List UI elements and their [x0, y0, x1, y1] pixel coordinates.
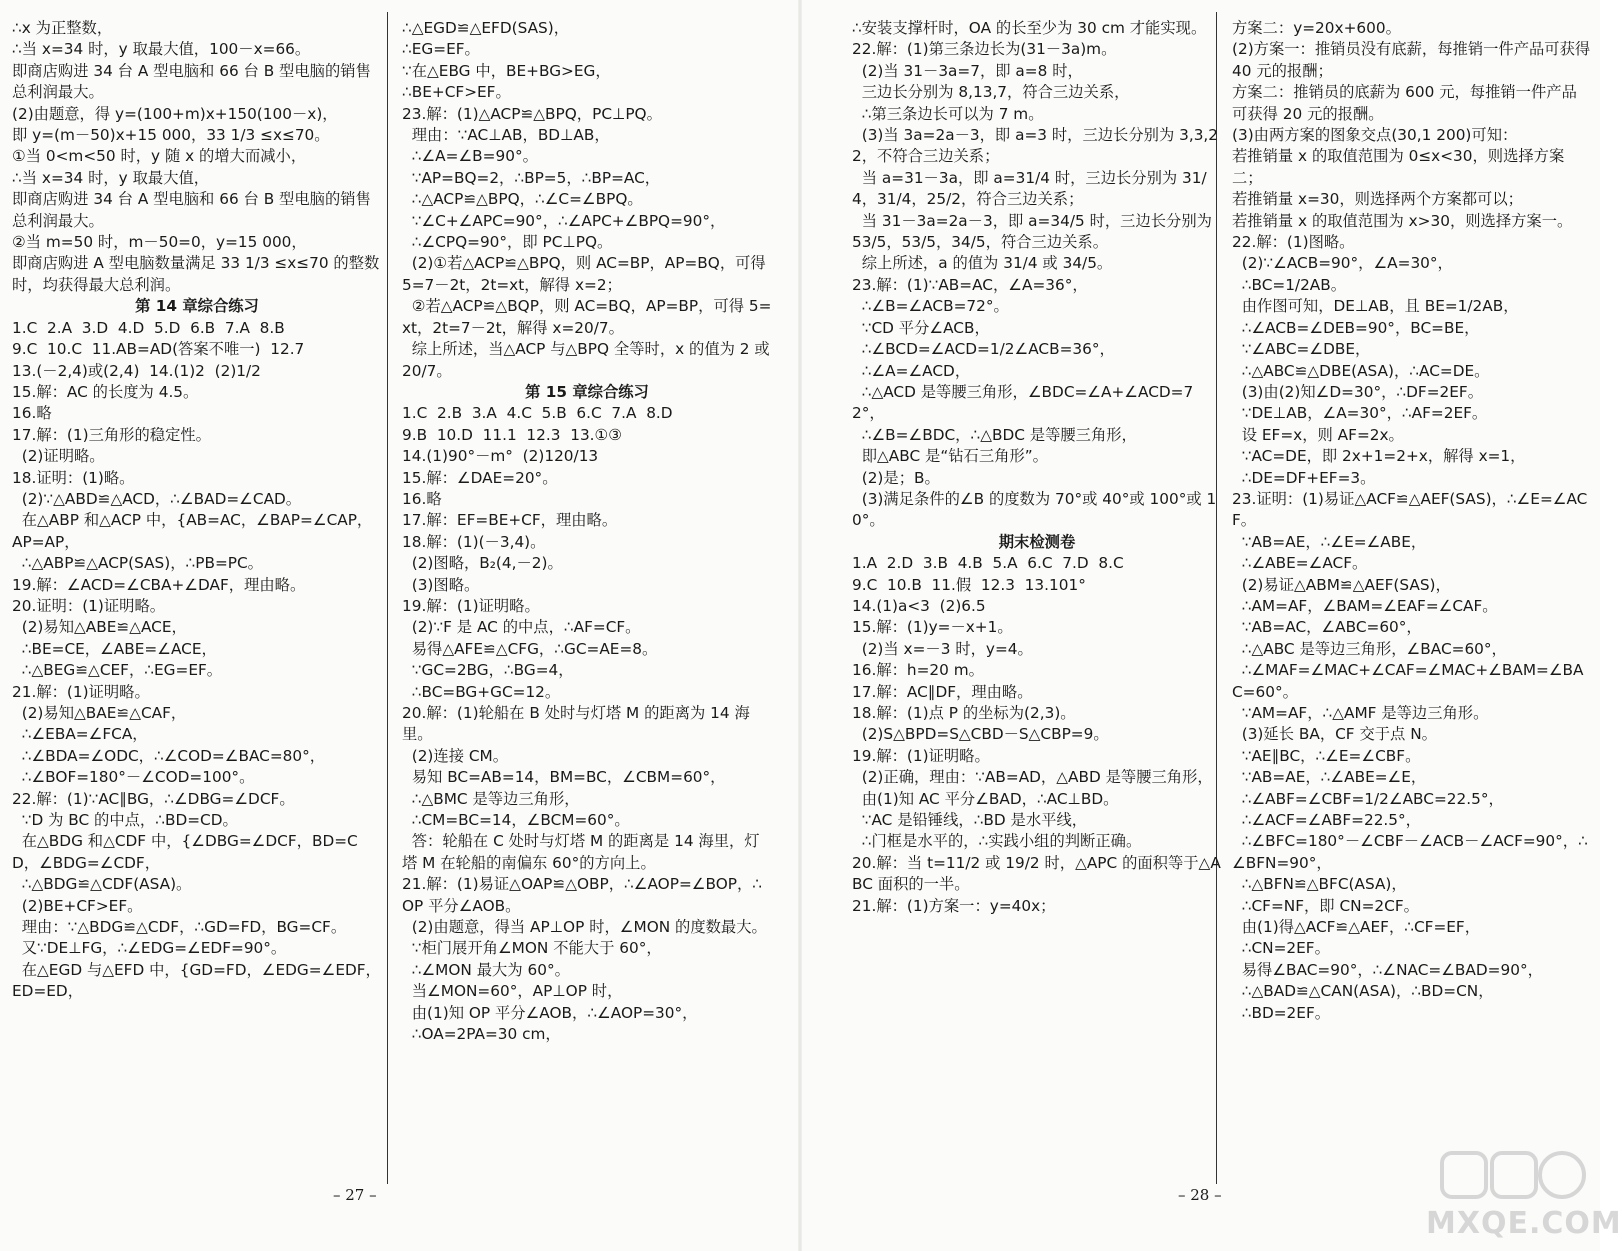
answer-line: (2)由题意，得当 AP⊥OP 时，∠MON 的度数最大。: [402, 918, 767, 937]
answer-line: ①当 0<m<50 时，y 随 x 的增大而减小，: [12, 147, 307, 166]
answer-line: 23.证明：(1)易证△ACF≌△AEF(SAS)，∴∠E=∠ACF。: [1232, 489, 1588, 530]
answer-line: 理由：∵AC⊥AB，BD⊥AB，: [402, 126, 610, 145]
answer-line: (2)是；B。: [852, 468, 940, 487]
answer-line: 13.(－2,4)或(2,4) 14.(1)2 (2)1/2: [12, 361, 261, 380]
page-gutter: [798, 0, 802, 1251]
answer-line: ∴∠ACF=∠ABF=22.5°，: [1232, 811, 1421, 830]
answer-line: ∴∠A=∠B=90°。: [402, 147, 538, 166]
answer-line: 14.(1)90°－m° (2)120/13: [402, 447, 599, 466]
answer-line: 若推销量 x=30，则选择两个方案都可以；: [1232, 190, 1523, 209]
answer-line: ∴△BMC 是等边三角形，: [402, 789, 580, 808]
answer-line: ∴∠BDA=∠ODC，∴∠COD=∠BAC=80°，: [12, 746, 326, 765]
answer-line: 理由：∵△BDG≌△CDF，∴GD=FD，BG=CF。: [12, 918, 347, 937]
answer-line: ∴CN=2EF。: [1232, 939, 1330, 958]
answer-line: ∵DE⊥AB，∠A=30°，∴AF=2EF。: [1232, 404, 1488, 423]
answer-line: 18.证明：(1)略。: [12, 468, 135, 487]
answer-line: 由(1)知 AC 平分∠BAD，∴AC⊥BD。: [852, 789, 1119, 808]
answer-line: 16.解：h=20 m。: [852, 661, 984, 680]
answer-line: 16.略: [12, 404, 52, 423]
answer-line: ∴∠BCD=∠ACD=1/2∠ACB=36°，: [852, 340, 1115, 359]
answer-line: ∴安装支撑杆时，OA 的长至少为 30 cm 才能实现。: [852, 19, 1207, 37]
answer-line: ∴∠CPQ=90°，即 PC⊥PQ。: [402, 233, 613, 252]
answer-line: ∵AB=AE，∴∠E=∠ABE，: [1232, 532, 1427, 551]
answer-line: 17.解：(1)三角形的稳定性。: [12, 425, 211, 444]
answer-line: ∴BE+CF>EF。: [402, 83, 511, 102]
answer-line: ∴AM=AF，∠BAM=∠EAF=∠CAF。: [1232, 596, 1498, 615]
answer-line: 在△ABP 和△ACP 中，{AB=AC，∠BAP=∠CAP，AP=AP，: [12, 511, 373, 551]
answer-line: ∴∠A=∠ACD，: [852, 361, 971, 380]
answer-line: 20.解：当 t=11/2 或 19/2 时，△APC 的面积等于△ABC 面积的一半。: [852, 853, 1221, 894]
answer-line: 1.C 2.A 3.D 4.D 5.D 6.B 7.A 8.B: [12, 318, 285, 337]
answer-line: ∴∠MON 最大为 60°。: [402, 960, 570, 979]
answer-line: ∴△BAD≌△CAN(ASA)，∴BD=CN，: [1232, 982, 1494, 1001]
answer-line: ∴DE=DF+EF=3。: [1232, 468, 1376, 487]
answer-line: 答：轮船在 C 处时与灯塔 M 的距离是 14 海里，灯塔 M 在轮船的南偏东 60°的方向上。: [402, 832, 760, 872]
answer-line: 若推销量 x 的取值范围为 0≤x<30，则选择方案二；: [1232, 147, 1565, 187]
column-3: [852, 18, 1222, 917]
answer-line: 22.解：(1)第三条边长为(31－3a)m。: [852, 40, 1117, 59]
answer-line: 15.解：∠DAE=20°。: [402, 468, 558, 487]
answer-line: ∴△BEG≌△CEF，∴EG=EF。: [12, 661, 223, 680]
answer-line: 由(1)知 OP 平分∠AOB，∴∠AOP=30°，: [402, 1003, 698, 1022]
answer-line: 若推销量 x 的取值范围为 x>30，则选择方案一。: [1232, 211, 1573, 230]
answer-line: (2)易知△ABE≌△ACE，: [12, 618, 187, 637]
answer-line: ∵柜门展开角∠MON 不能大于 60°，: [402, 939, 662, 958]
answer-line: 设 EF=x，则 AF=2x。: [1232, 425, 1404, 444]
answer-line: ∵AB=AE，∴∠ABE=∠E，: [1232, 768, 1427, 787]
answer-line: 方案二：推销员的底薪为 600 元，每推销一件产品可获得 20 元的报酬。: [1232, 83, 1577, 123]
answer-line: 20.证明：(1)证明略。: [12, 596, 166, 615]
answer-line: ∴∠ABE=∠ACF。: [1232, 554, 1368, 573]
answer-line: 19.解：(1)证明略。: [402, 596, 540, 615]
answer-line: 23.解：(1)∵AB=AC，∠A=36°，: [852, 275, 1088, 294]
answer-line: 在△EGD 与△EFD 中，{GD=FD，∠EDG=∠EDF，ED=ED，: [12, 960, 381, 1001]
answer-line: 23.解：(1)△ACP≌△BPQ，PC⊥PQ。: [402, 104, 662, 123]
answer-line: (2)①若△ACP≌△BPQ，则 AC=BP，AP=BQ，可得 5=7－2t，2t=xt，解得 x=2；: [402, 254, 771, 294]
answer-line: (2)由题意，得 y=(100+m)x+150(100－x)，: [12, 104, 338, 123]
answer-line: 又∵DE⊥FG，∴∠EDG=∠EDF=90°。: [12, 939, 287, 958]
answer-line: 16.略: [402, 489, 442, 508]
column-4: [1232, 18, 1596, 1024]
answer-line: 在△BDG 和△CDF 中，{∠DBG=∠DCF，BD=CD，∠BDG=∠CDF，: [12, 832, 358, 872]
answer-line: 9.C 10.B 11.假 12.3 13.101°: [852, 575, 1086, 594]
answer-line: 17.解：EF=BE+CF，理由略。: [402, 511, 618, 530]
answer-line: 综上所述，a 的值为 31/4 或 34/5。: [852, 254, 1113, 273]
page-number-left: – 27 –: [333, 1186, 377, 1204]
answer-line: (2)当 31－3a=7，即 a=8 时，: [852, 61, 1083, 80]
answer-line: 由作图可知，DE⊥AB，且 BE=1/2AB，: [1232, 297, 1519, 316]
section-heading: 第 15 章综合练习: [525, 382, 649, 401]
answer-line: ∴门框是水平的，∴实践小组的判断正确。: [852, 832, 1142, 851]
answer-line: ∴BD=2EF。: [1232, 1003, 1331, 1022]
answer-line: 由(1)得△ACF≌△AEF，∴CF=EF，: [1232, 918, 1481, 937]
section-heading: 期末检测卷: [998, 532, 1076, 551]
answer-line: (3)由两方案的图象交点(30,1 200)可知：: [1232, 126, 1518, 145]
answer-line: ∴∠ABF=∠CBF=1/2∠ABC=22.5°，: [1232, 789, 1504, 808]
answer-line: ②当 m=50 时，m－50=0，y=15 000，: [12, 233, 307, 252]
answer-line: ∴x 为正整数，: [12, 19, 113, 37]
column-2: [402, 18, 775, 1046]
answer-line: (3)当 3a=2a－3，即 a=3 时，三边长分别为 3,3,22，不符合三边关系；: [852, 126, 1219, 166]
answer-line: ∵GC=2BG，∴BG=4，: [402, 661, 574, 680]
answer-line: (2)∵△ABD≌△ACD，∴∠BAD=∠CAD。: [12, 489, 302, 508]
watermark-text: MXQE.COM: [1426, 1206, 1622, 1241]
answer-line: ∴∠B=∠ACB=72°。: [852, 297, 1009, 316]
answer-line: 即商店购进 A 型电脑数量满足 33 1/3 ≤x≤70 的整数时，均获得最大总利润。: [12, 254, 380, 294]
answer-line: 三边长分别为 8,13,7，符合三边关系，: [852, 83, 1130, 102]
answer-line: 21.解：(1)证明略。: [12, 682, 150, 701]
answer-line: 当∠MON=60°，AP⊥OP 时，: [402, 982, 623, 1001]
answer-line: (3)延长 BA，CF 交于点 N。: [1232, 725, 1437, 744]
answer-line: 方案二：y=20x+600。: [1232, 19, 1401, 37]
answer-line: 20.解：(1)轮船在 B 处时与灯塔 M 的距离为 14 海里。: [402, 704, 750, 744]
answer-line: ∵∠ABC=∠DBE，: [1232, 340, 1371, 359]
answer-line: ∴△ACP≌△BPQ，∴∠C=∠BPQ。: [402, 190, 643, 209]
column-1: [12, 18, 382, 1003]
answer-line: ∵CD 平分∠ACB，: [852, 318, 990, 337]
answer-line: 18.解：(1)点 P 的坐标为(2,3)。: [852, 704, 1076, 722]
answer-line: ∴OA=2PA=30 cm，: [402, 1025, 561, 1044]
answer-line: 当 a=31－3a，即 a=31/4 时，三边长分别为 31/4，31/4，25/2，符合三边关系；: [852, 168, 1207, 209]
answer-line: 9.B 10.D 11.1 12.3 13.①③: [402, 425, 622, 444]
answer-line: ∴∠EBA=∠FCA，: [12, 725, 148, 744]
answer-line: (2)∵∠ACB=90°，∠A=30°，: [1232, 254, 1453, 273]
answer-line: (2)连接 CM。: [402, 746, 509, 765]
answer-line: ∴当 x=34 时，y 取最大值，: [12, 168, 210, 187]
answer-line: (3)满足条件的∠B 的度数为 70°或 40°或 100°或 10°。: [852, 489, 1217, 530]
answer-line: 即 y=(m－50)x+15 000，33 1/3 ≤x≤70。: [12, 126, 330, 145]
answer-line: ∴∠BOF=180°－∠COD=100°。: [12, 768, 255, 787]
answer-line: 21.解：(1)方案一：y=40x；: [852, 896, 1056, 915]
answer-line: (2)易证△ABM≌△AEF(SAS)，: [1232, 575, 1451, 594]
answer-line: (2)BE+CF>EF。: [12, 896, 143, 915]
answer-line: ∵∠C+∠APC=90°，∴∠APC+∠BPQ=90°，: [402, 211, 726, 230]
answer-line: (2)S△BPD=S△CBD－S△CBP=9。: [852, 725, 1109, 744]
answer-line: ∴BC=1/2AB。: [1232, 275, 1347, 294]
section-heading: 第 14 章综合练习: [135, 297, 259, 316]
answer-line: 即商店购进 34 台 A 型电脑和 66 台 B 型电脑的销售总利润最大。: [12, 190, 371, 230]
answer-line: 易知 BC=AB=14，BM=BC，∠CBM=60°，: [402, 768, 726, 787]
answer-line: ∴△BDG≌△CDF(ASA)。: [12, 875, 192, 894]
answer-line: (2)∵F 是 AC 的中点，∴AF=CF。: [402, 618, 641, 637]
answer-line: ∵AM=AF，∴△AMF 是等边三角形。: [1232, 704, 1489, 722]
answer-line: 15.解：(1)y=－x+1。: [852, 618, 1013, 637]
answer-line: ∴∠B=∠BDC，∴△BDC 是等腰三角形，: [852, 425, 1137, 444]
answer-line: (2)当 x=－3 时，y=4。: [852, 639, 1033, 658]
answer-line: ∵AC=DE，即 2x+1=2+x，解得 x=1，: [1232, 447, 1526, 466]
answer-line: 19.解：(1)证明略。: [852, 746, 990, 765]
answer-line: ②若△ACP≌△BQP，则 AC=BQ，AP=BP，可得 5=xt，2t=7－2t，解得 x=20/7。: [402, 297, 772, 337]
answer-line: 易得∠BAC=90°，∴∠NAC=∠BAD=90°，: [1232, 960, 1543, 979]
answer-line: 9.C 10.C 11.AB=AD(答案不唯一) 12.7: [12, 340, 305, 359]
answer-line: 22.解：(1)图略。: [1232, 233, 1355, 252]
answer-line: ∴第三条边长可以为 7 m。: [852, 104, 1044, 123]
answer-line: ∴△ABC≌△DBE(ASA)，∴AC=DE。: [1232, 361, 1490, 380]
answer-line: (2)正确，理由：∵AB=AD，△ABD 是等腰三角形，: [852, 768, 1213, 787]
answer-line: 即商店购进 34 台 A 型电脑和 66 台 B 型电脑的销售总利润最大。: [12, 61, 371, 102]
answer-line: 易得△AFE≌△CFG，∴GC=AE=8。: [402, 639, 658, 658]
answer-line: ∴△EGD≌△EFD(SAS)，: [402, 19, 570, 37]
answer-line: ∵AE∥BC，∴∠E=∠CBF。: [1232, 746, 1421, 765]
answer-line: ∴CM=BC=14，∠BCM=60°。: [402, 811, 630, 830]
watermark-logo: [1422, 1149, 1622, 1243]
answer-line: 21.解：(1)易证△OAP≌△OBP，∴∠AOP=∠BOP，∴OP 平分∠AOB。: [402, 875, 762, 915]
answer-line: ∴△ACD 是等腰三角形，∠BDC=∠A+∠ACD=72°，: [852, 382, 1194, 423]
answer-line: ∴△ABC 是等边三角形，∠BAC=60°，: [1232, 639, 1507, 658]
answer-line: ∴CF=NF，即 CN=2CF。: [1232, 896, 1419, 915]
answer-line: (3)由(2)知∠D=30°，∴DF=2EF。: [1232, 382, 1484, 401]
answer-line: 15.解：AC 的长度为 4.5。: [12, 382, 199, 401]
answer-line: 当 31－3a=2a－3，即 a=34/5 时，三边长分别为 53/5，53/5，34/5，符合三边关系。: [852, 211, 1217, 252]
answer-line: 19.解：∠ACD=∠CBA+∠DAF，理由略。: [12, 575, 306, 594]
answer-line: 1.A 2.D 3.B 4.B 5.A 6.C 7.D 8.C: [852, 554, 1124, 573]
answer-line: ∵在△EBG 中，BE+BG>EG，: [402, 61, 611, 80]
answer-line: 综上所述，当△ACP 与△BPQ 全等时，x 的值为 2 或 20/7。: [402, 340, 775, 380]
answer-line: 17.解：AC∥DF，理由略。: [852, 682, 1033, 701]
answer-line: ∵AB=AC，∠ABC=60°，: [1232, 618, 1422, 637]
answer-line: ∴△ABP≌△ACP(SAS)，∴PB=PC。: [12, 554, 263, 573]
answer-line: (2)方案一：推销员没有底薪，每推销一件产品可获得 40 元的报酬；: [1232, 40, 1596, 80]
answer-line: (2)证明略。: [12, 447, 105, 466]
answer-line: ∴当 x=34 时，y 取最大值，100－x=66。: [12, 40, 311, 59]
answer-line: ∵AP=BQ=2，∴BP=5，∴BP=AC，: [402, 168, 661, 187]
answer-line: 22.解：(1)∵AC∥BG，∴∠DBG=∠DCF。: [12, 789, 295, 808]
answer-line: ∵AC 是铅锤线，∴BD 是水平线，: [852, 811, 1088, 830]
answer-line: ∴BC=BG+GC=12。: [402, 682, 561, 701]
answer-line: (2)易知△BAE≌△CAF，: [12, 704, 187, 722]
answer-line: (2)图略，B₂(4,－2)。: [402, 554, 563, 573]
answer-line: ∴BE=CE，∠ABE=∠ACE，: [12, 639, 217, 658]
column-divider-left: [387, 12, 388, 1184]
answer-line: 14.(1)a<3 (2)6.5: [852, 596, 986, 615]
answer-line: 1.C 2.B 3.A 4.C 5.B 6.C 7.A 8.D: [402, 404, 673, 423]
answer-line: ∴∠BFC=180°－∠CBF－∠ACB－∠ACF=90°，∴∠BFN=90°，: [1232, 832, 1588, 872]
answer-line: 18.解：(1)(－3,4)。: [402, 532, 546, 551]
answer-line: 即△ABC 是“钻石三角形”。: [852, 447, 1048, 466]
answer-line: ∴∠ACB=∠DEB=90°，BC=BE，: [1232, 318, 1480, 337]
answer-line: ∴△BFN≌△BFC(ASA)，: [1232, 875, 1407, 894]
answer-line: ∴∠MAF=∠MAC+∠CAF=∠MAC+∠BAM=∠BAC=60°。: [1232, 661, 1584, 701]
answer-line: (3)图略。: [402, 575, 480, 594]
answer-line: ∴EG=EF。: [402, 40, 480, 59]
answer-line: ∵D 为 BC 的中点，∴BD=CD。: [12, 811, 238, 830]
page-number-right: – 28 –: [1178, 1186, 1222, 1204]
